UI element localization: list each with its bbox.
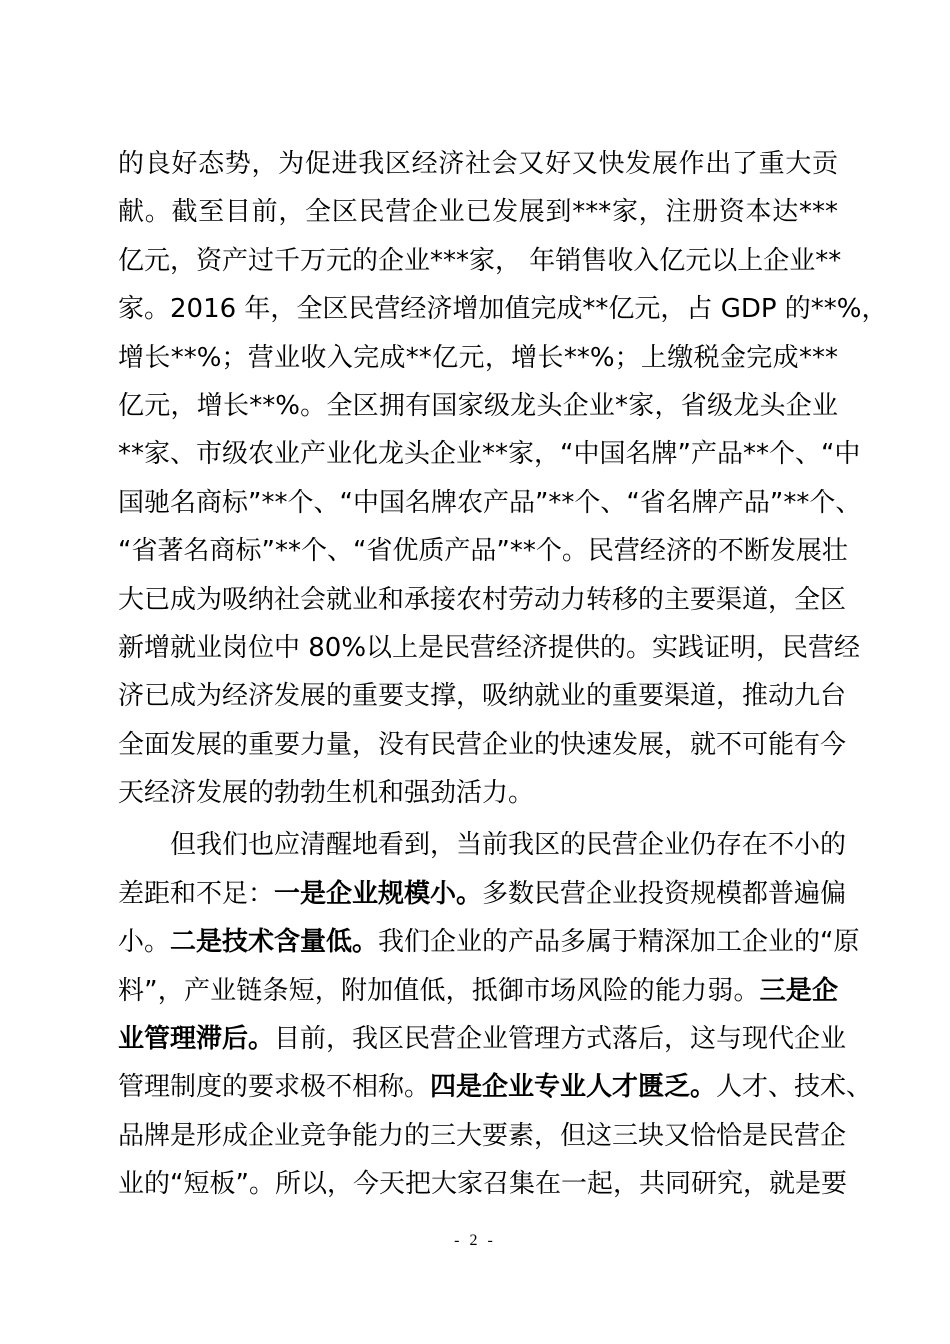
text-line: 献。截至目前，全区民营企业已发展到***家，注册资本达***: [118, 197, 838, 228]
text-span: 差距和不足：: [118, 878, 275, 909]
page-number: - 2 -: [454, 1232, 496, 1249]
bold-heading: 三是企: [759, 975, 838, 1006]
text-line: “省著名商标”**个、“省优质产品”**个。民营经济的不断发展壮: [118, 536, 848, 567]
text-line: [118, 870, 847, 918]
text-span: 多数民营企业投资规模都普遍偏: [482, 878, 847, 909]
text-line: [118, 1063, 873, 1111]
text-line: 家。2016 年，全区民营经济增加值完成**亿元，占 GDP 的**%，: [118, 294, 888, 325]
text-line: 新增就业岗位中 80%以上是民营经济提供的。实践证明，民营经: [118, 632, 861, 663]
text-span: 我们企业的产品多属于精深加工企业的“原: [378, 927, 860, 958]
text-line: 的良好态势，为促进我区经济社会又好又快发展作出了重大贡: [118, 149, 838, 179]
text-line: 济已成为经济发展的重要支撑，吸纳就业的重要渠道，推动九台: [118, 681, 847, 712]
paragraph-achievements: [118, 140, 888, 817]
text-line: 增长**%；营业收入完成**亿元，增长**%；上缴税金完成***: [118, 342, 838, 373]
text-line: 业的“短板”。所以，今天把大家召集在一起，共同研究，就是要: [118, 1169, 847, 1200]
text-line: **家、市级农业产业化龙头企业**家，“中国名牌”产品**个、“中: [118, 439, 861, 470]
text-line: [118, 967, 838, 1015]
text-span: 目前，我区民营企业管理方式落后，这与现代企业: [274, 1024, 847, 1055]
text-line: 但我们也应清醒地看到，当前我区的民营企业仍存在不小的: [170, 830, 847, 861]
text-line: 品牌是形成企业竞争能力的三大要素，但这三块又恰恰是民营企: [118, 1120, 847, 1151]
text-span: 管理制度的要求极不相称。: [118, 1072, 431, 1103]
document-body: [118, 140, 888, 1209]
text-line: 国驰名商标”**个、“中国名牌农产品”**个、“省名牌产品”**个、: [118, 487, 862, 518]
bold-heading: 二是技术含量低。: [170, 927, 379, 958]
paragraph-shortcomings: [118, 821, 873, 1208]
bold-heading: 四是企业专业人才匮乏。: [430, 1072, 717, 1103]
text-line: 全面发展的重要力量，没有民营企业的快速发展，就不可能有今: [118, 729, 847, 760]
text-line: 天经济发展的勃勃生机和强劲活力。: [118, 778, 535, 809]
text-line: 大已成为吸纳社会就业和承接农村劳动力转移的主要渠道，全区: [118, 584, 847, 615]
bold-heading: 业管理滞后。: [118, 1024, 275, 1055]
bold-heading: 一是企业规模小。: [274, 878, 483, 909]
text-span: 小。: [118, 927, 171, 958]
text-line: [118, 1015, 847, 1063]
text-line: 亿元，增长**%。全区拥有国家级龙头企业*家，省级龙头企业: [118, 390, 838, 421]
text-line: 亿元，资产过千万元的企业***家， 年销售收入亿元以上企业**: [118, 245, 842, 276]
text-line: [118, 918, 860, 966]
text-span: 料”，产业链条短，附加值低，抵御市场风险的能力弱。: [118, 975, 760, 1006]
text-span: 人才、技术、: [716, 1072, 873, 1103]
